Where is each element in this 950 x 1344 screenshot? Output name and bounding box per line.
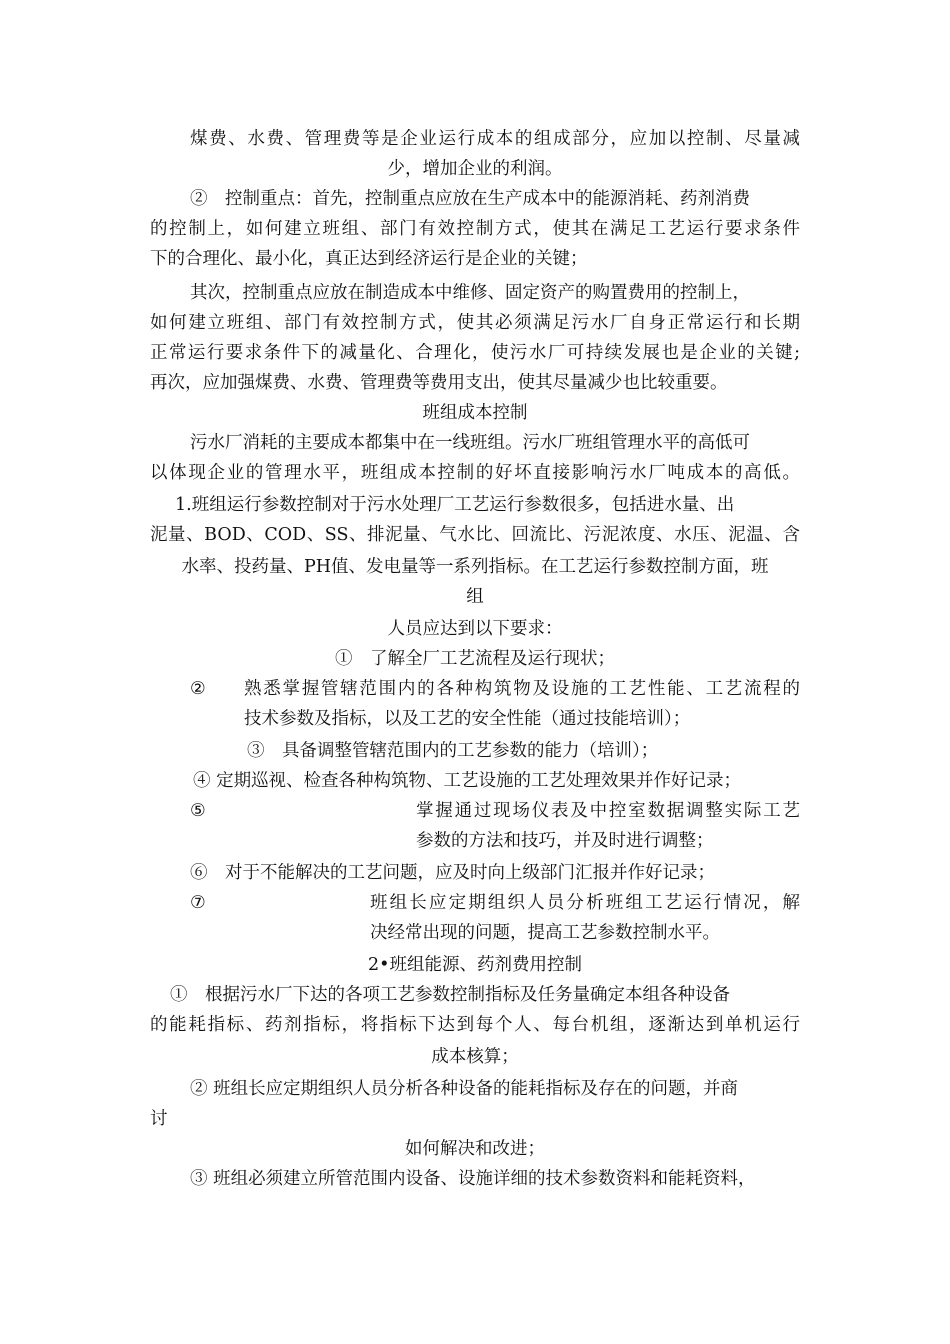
text-line: 组 bbox=[466, 587, 484, 607]
text-line: 如何解决和改进； bbox=[405, 1139, 545, 1159]
text-line: 参数的方法和技巧，并及时进行调整； bbox=[416, 831, 714, 851]
text-line: ① 根据污水厂下达的各项工艺参数控制指标及任务量确定本组各种设备 bbox=[170, 985, 730, 1005]
text-line: 讨 bbox=[150, 1109, 168, 1129]
text-line: ③ 班组必须建立所管范围内设备、设施详细的技术参数资料和能耗资料， bbox=[190, 1169, 756, 1189]
text-line: 班组长应定期组织人员分析班组工艺运行情况，解 bbox=[370, 893, 800, 913]
text-line: 决经常出现的问题，提高工艺参数控制水平。 bbox=[370, 923, 720, 943]
text-line: 人员应达到以下要求： bbox=[387, 619, 563, 639]
list-number: ② bbox=[190, 679, 206, 699]
text-line: ② 班组长应定期组织人员分析各种设备的能耗指标及存在的问题，并商 bbox=[190, 1079, 739, 1099]
list-item: ④ 定期巡视、检查各种构筑物、工艺设施的工艺处理效果并作好记录； bbox=[193, 771, 742, 791]
section-heading: 2•班组能源、药剂费用控制 bbox=[368, 955, 582, 975]
text-line: 其次，控制重点应放在制造成本中维修、固定资产的购置费用的控制上， bbox=[190, 283, 750, 303]
text-line: 以体现企业的管理水平，班组成本控制的好坏直接影响污水厂吨成本的高低。 bbox=[150, 463, 800, 483]
text-line: 技术参数及指标，以及工艺的安全性能（通过技能培训）； bbox=[244, 709, 691, 729]
list-item: ① 了解全厂工艺流程及运行现状； bbox=[335, 649, 615, 669]
section-heading: 班组成本控制 bbox=[422, 403, 528, 423]
list-item: ③ 具备调整管辖范围内的工艺参数的能力（培训）； bbox=[247, 741, 659, 761]
text-line: 下的合理化、最小化，真正达到经济运行是企业的关键； bbox=[150, 249, 588, 269]
text-line: 熟悉掌握管辖范围内的各种构筑物及设施的工艺性能、工艺流程的 bbox=[244, 679, 800, 699]
text-line: 成本核算； bbox=[431, 1047, 519, 1067]
text-line: 正常运行要求条件下的减量化、合理化，使污水厂可持续发展也是企业的关键; bbox=[150, 343, 800, 363]
text-line: 掌握通过现场仪表及中控室数据调整实际工艺 bbox=[416, 801, 800, 821]
text-line: 水率、投药量、PH值、发电量等一系列指标。在工艺运行参数控制方面，班 bbox=[181, 557, 769, 577]
text-line: 的控制上，如何建立班组、部门有效控制方式，使其在满足工艺运行要求条件 bbox=[150, 219, 800, 239]
text-line: ② 控制重点：首先，控制重点应放在生产成本中的能源消耗、药剂消费 bbox=[190, 189, 750, 209]
text-line: 1.班组运行参数控制对于污水处理厂工艺运行参数很多，包括进水量、出 bbox=[175, 495, 735, 515]
list-number: ⑤ bbox=[190, 801, 206, 821]
text-line: 煤费、水费、管理费等是企业运行成本的组成部分，应加以控制、尽量减 bbox=[190, 129, 800, 149]
text-line: 污水厂消耗的主要成本都集中在一线班组。污水厂班组管理水平的高低可 bbox=[190, 433, 750, 453]
text-line: 少，增加企业的利润。 bbox=[387, 159, 563, 179]
text-line: 再次，应加强煤费、水费、管理费等费用支出，使其尽量减少也比较重要。 bbox=[150, 373, 728, 393]
list-number: ⑦ bbox=[190, 893, 206, 913]
text-line: 的能耗指标、药剂指标，将指标下达到每个人、每台机组，逐渐达到单机运行 bbox=[150, 1015, 800, 1035]
text-line: 如何建立班组、部门有效控制方式，使其必须满足污水厂自身正常运行和长期 bbox=[150, 313, 800, 333]
text-line: 泥量、BOD、COD、SS、排泥量、气水比、回流比、污泥浓度、水压、泥温、含 bbox=[150, 525, 800, 545]
list-item: ⑥ 对于不能解决的工艺问题，应及时向上级部门汇报并作好记录； bbox=[190, 863, 715, 883]
